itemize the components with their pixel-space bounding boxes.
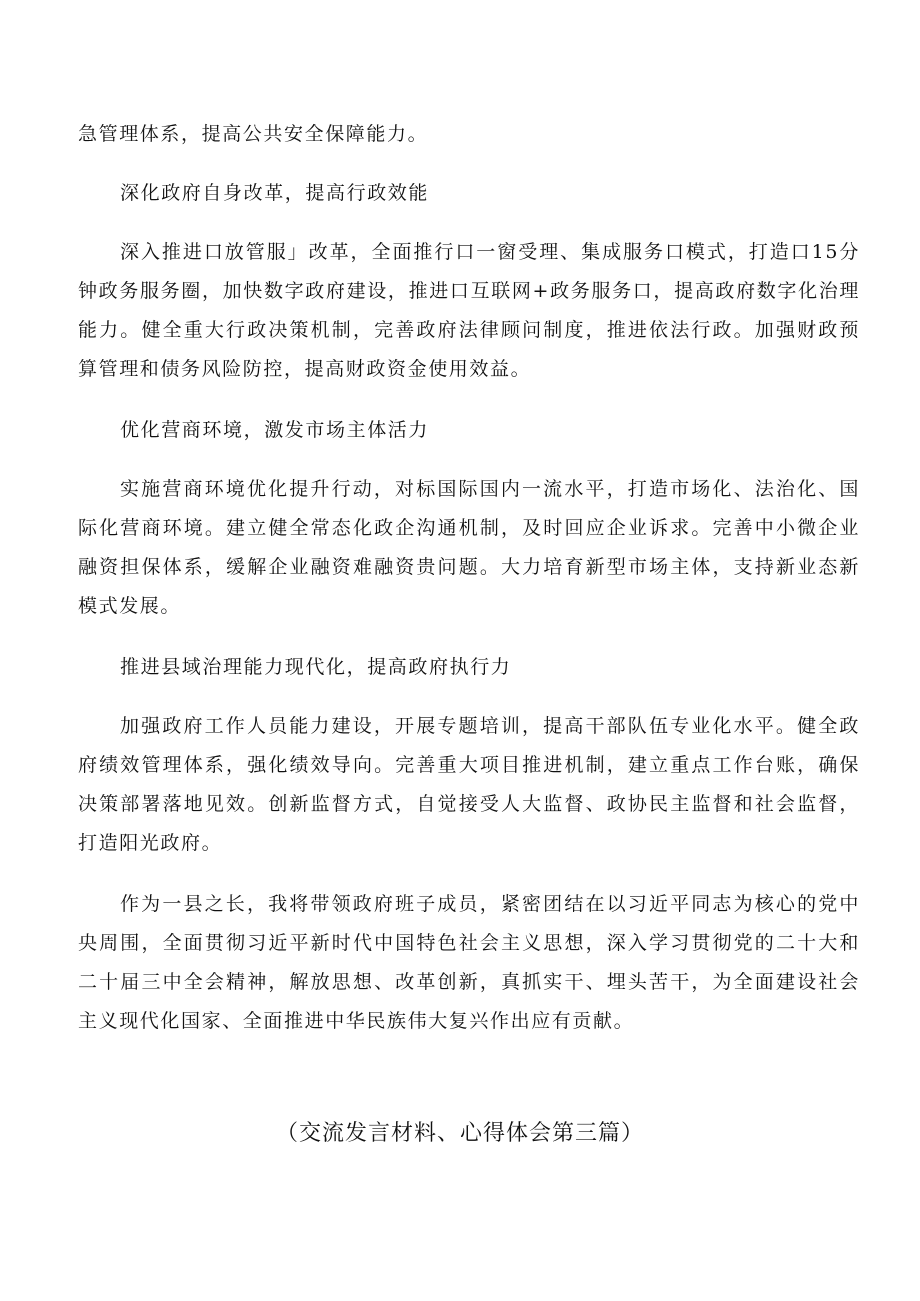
subheading-business-environment: 优化营商环境，激发市场主体活力 — [120, 419, 430, 441]
paragraph-conclusion: 作为一县之长，我将带领政府班子成员，紧密团结在以习近平同志为核心的党中央周围，全面贯彻习近平新时代中国特色社会主义思想，深入学习贯彻党的二十大和二十届三中全会精神，解放思想、改革创新，真抓实干、埋头苦干，为全面建设社会主义现代化国家、全面推进中华民族伟大复兴作出应有贡献。 — [78, 893, 860, 1032]
subheading-government-reform: 深化政府自身改革，提高行政效能 — [120, 182, 430, 204]
paragraph-government-reform: 深入推进口放管服」改革，全面推行口一窗受理、集成服务口模式，打造口15分钟政务服务圈，加快数字政府建设，推进口互联网+政务服务口，提高政府数字化治理能力。健全重大行政决策机制，完善政府法律顾问制度，推进依法行政。加强财政预算管理和债务风险防控，提高财政资金使用效益。 — [78, 241, 860, 380]
section-title: （交流发言材料、心得体会第三篇） — [275, 1121, 644, 1146]
document-body — [78, 115, 860, 1041]
paragraph-continuation: 急管理体系，提高公共安全保障能力。 — [78, 123, 429, 145]
paragraph-business-environment: 实施营商环境优化提升行动，对标国际国内一流水平，打造市场化、法治化、国际化营商环境。建立健全常态化政企沟通机制，及时回应企业诉求。完善中小微企业融资担保体系，缓解企业融资难融资贵问题。大力培育新型市场主体，支持新业态新模式发展。 — [78, 478, 860, 617]
subheading-county-governance: 推进县域治理能力现代化，提高政府执行力 — [120, 656, 512, 678]
paragraph-county-governance: 加强政府工作人员能力建设，开展专题培训，提高干部队伍专业化水平。健全政府绩效管理体系，强化绩效导向。完善重大项目推进机制，建立重点工作台账，确保决策部署落地见效。创新监督方式，自觉接受人大监督、政协民主监督和社会监督，打造阳光政府。 — [78, 715, 860, 854]
